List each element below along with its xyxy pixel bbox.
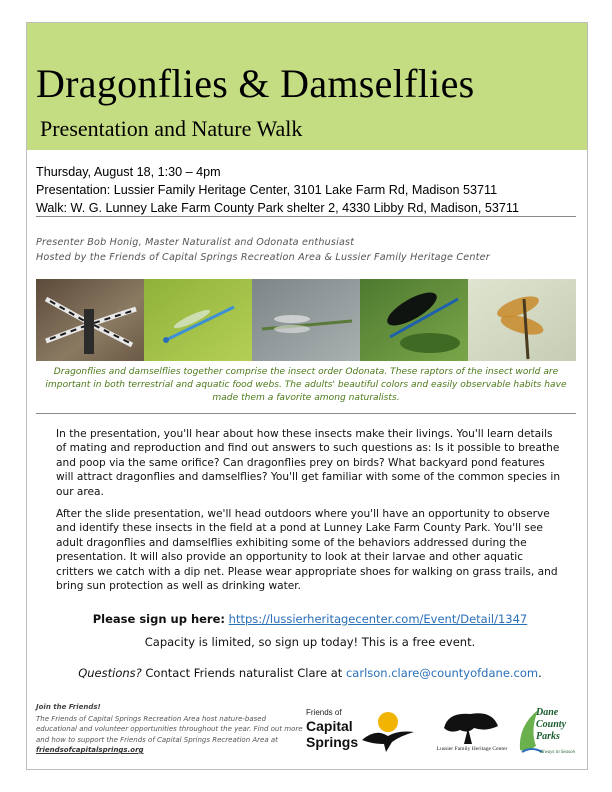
dragonfly-photo-1 xyxy=(36,279,144,361)
body-paragraph-1: In the presentation, you'll hear about how these insects make their livings. You'll learn details of mating and reproduction and find out answers to such questions as: Is it possible to breathe and poop via the same orifice? Can dragonflies prey on birds? What backyard pond features will attract dragonflies and damselflies? You'll get familiar with some of the common species in our area. xyxy=(56,428,561,498)
contact-email-link[interactable]: carlson.clare@countyofdane.com xyxy=(345,666,539,680)
dragonfly-photo-pennant-icon xyxy=(468,279,576,361)
dragonfly-photo-twelve-spotted-icon xyxy=(36,279,144,361)
signup-link[interactable]: https://lussierheritagecenter.com/Event/Detail/1347 xyxy=(228,612,528,626)
oak-tree-icon xyxy=(424,706,520,746)
dane-logo-tagline: Always in Season xyxy=(540,750,575,755)
dragonfly-photo-5 xyxy=(468,279,576,361)
photo-strip xyxy=(36,279,576,361)
body-paragraph-2: After the slide presentation, we'll head outdoors where you'll have an opportunity to observe and identify these insects in the field at a pond at Lunney Lake Farm County Park. You'll see adult dragonflies and damselflies exhibiting some of the behaviors addressed during the presentation. It will also provide an opportunity to look at their larvae and other aquatic critters we catch with a dip net. Please wear appropriate shoes for walking on grass trails, and bring sun protection as well as drinking water. xyxy=(56,508,558,593)
damselfly-photo-3 xyxy=(252,279,360,361)
event-walk-location: Walk: W. G. Lunney Lake Farm County Park shelter 2, 4330 Libby Rd, Madison, 53711 xyxy=(36,201,520,215)
dane-logo-line1: Dane xyxy=(536,707,559,718)
join-text: The Friends of Capital Springs Recreation Area host nature-based educational and volunteer opportunities throughout the year. Find out more and how to support the Friends of Capital Springs Recreation Area at xyxy=(36,714,303,744)
damselfly-photo-jewelwing-icon xyxy=(360,279,468,361)
lussier-logo-text: Lussier Family Heritage Center xyxy=(436,746,508,752)
dane-logo-line3: Parks xyxy=(536,731,560,742)
capacity-note: Capacity is limited, so sign up today! This is a free event. xyxy=(144,635,476,649)
event-presentation-location: Presentation: Lussier Family Heritage Center, 3101 Lake Farm Rd, Madison 53711 xyxy=(36,183,498,197)
dane-county-parks-logo xyxy=(516,706,582,758)
event-date: Thursday, August 18, 1:30 – 4pm xyxy=(36,165,221,179)
friends-logo-line2 xyxy=(306,718,358,750)
event-details xyxy=(36,163,519,217)
hosts-block xyxy=(36,235,490,265)
questions-label: Questions? xyxy=(78,666,142,680)
divider xyxy=(36,413,576,414)
hosted-by-line: Hosted by the Friends of Capital Springs Recreation Area & Lussier Family Heritage Center xyxy=(36,252,490,263)
join-title: Join the Friends! xyxy=(36,703,101,711)
page-subtitle: Presentation and Nature Walk xyxy=(40,116,303,141)
divider xyxy=(36,216,576,217)
signup-label: Please sign up here: xyxy=(92,612,226,626)
presenter-line: Presenter Bob Honig, Master Naturalist and Odonata enthusiast xyxy=(36,237,355,248)
damselfly-photo-bluet-icon xyxy=(144,279,252,361)
questions-text: Contact Friends naturalist Clare at xyxy=(145,666,343,680)
photo-caption: Dragonflies and damselflies together comprise the insect order Odonata. These raptors of the insect world are important in both terrestrial and aquatic food webs. The adults' beautiful colors and easily observable habits have made them a favorite among naturalists. xyxy=(45,367,567,403)
lussier-heritage-center-logo xyxy=(424,706,520,756)
friends-logo-line1: Friends of xyxy=(306,708,342,717)
page-title: Dragonflies & Damselflies xyxy=(36,61,475,106)
friends-website-link[interactable]: friendsofcapitalsprings.org xyxy=(36,746,144,754)
crane-sun-icon xyxy=(358,710,416,754)
damselfly-photo-4 xyxy=(360,279,468,361)
friends-of-capital-springs-logo xyxy=(306,708,416,756)
questions-period: . xyxy=(538,666,542,680)
questions-line xyxy=(60,666,560,680)
join-friends-block xyxy=(36,702,304,756)
friends-logo-capital: Capital xyxy=(306,718,353,734)
dane-logo-line2: County xyxy=(536,719,567,730)
signup-line xyxy=(60,612,560,626)
friends-logo-springs: Springs xyxy=(306,734,359,750)
damselfly-photo-green-icon xyxy=(252,279,360,361)
damselfly-photo-2 xyxy=(144,279,252,361)
